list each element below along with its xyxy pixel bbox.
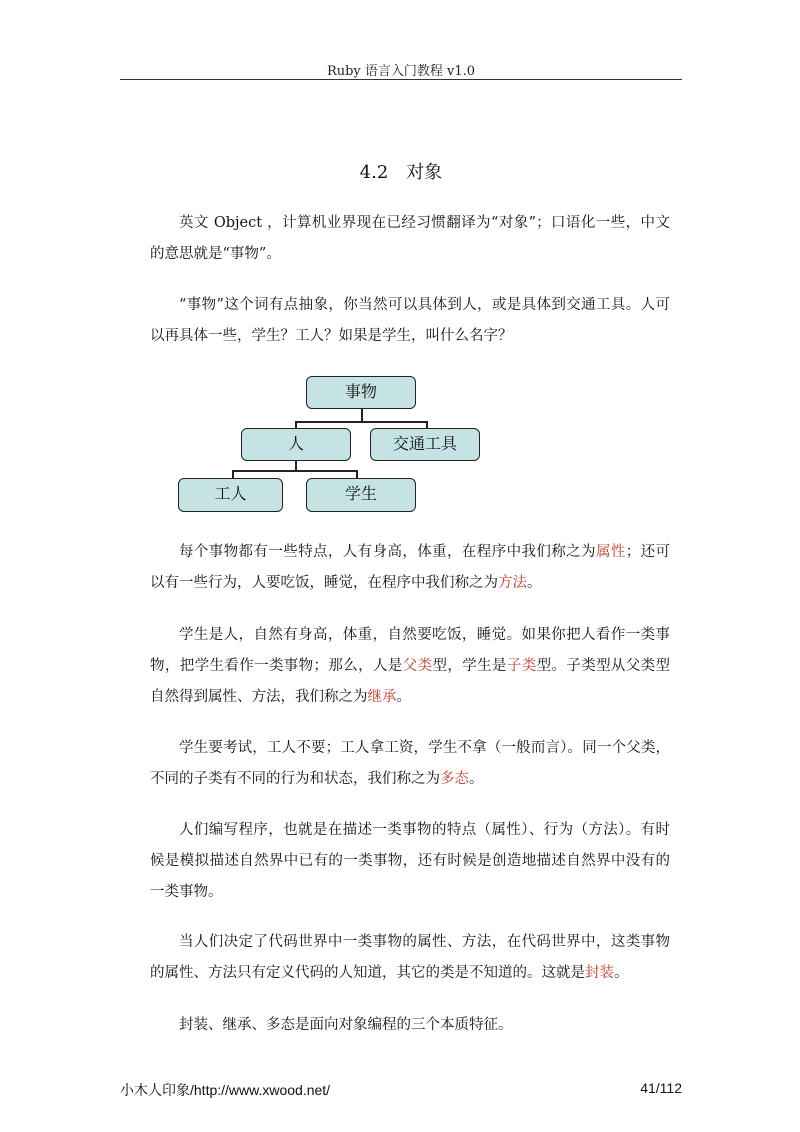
term-inheritance: 继承 <box>367 689 397 705</box>
paragraph-4 <box>150 620 670 713</box>
paragraph-5 <box>150 733 670 795</box>
p4-text-b: 型，学生是 <box>432 658 507 674</box>
term-attribute: 属性 <box>595 544 626 560</box>
node-vehicle: 交通工具 <box>370 428 480 461</box>
node-student: 学生 <box>306 478 416 512</box>
term-parent-class: 父类 <box>402 658 433 674</box>
paragraph-7 <box>150 927 670 989</box>
connector-level1 <box>295 421 427 423</box>
node-worker: 工人 <box>178 478 283 512</box>
p4-text-d: 。 <box>396 689 411 705</box>
running-header: Ruby 语言入门教程 v1.0 <box>326 64 476 79</box>
term-encapsulation: 封装 <box>585 965 614 981</box>
hierarchy-diagram <box>175 373 485 518</box>
p5-text-a: 学生要考试，工人不要；工人拿工资，学生不拿（一般而言）。同一个父类，不同的子类有不同的行为和状态，我们称之为 <box>150 740 670 787</box>
p5-text-b: 。 <box>469 771 484 787</box>
p7-text-b: 。 <box>614 965 629 981</box>
paragraph-1: 英文 Object ，计算机业界现在已经习惯翻译为“对象”；口语化一些，中文的意思就是“事物”。 <box>150 215 670 262</box>
paragraph-2: “事物”这个词有点抽象，你当然可以具体到人，或是具体到交通工具。人可以再具体一些，学生？工人？如果是学生，叫什么名字？ <box>150 297 670 344</box>
term-polymorphism: 多态 <box>440 771 469 787</box>
connector-person-down <box>295 461 297 470</box>
connector-root-down <box>361 409 363 421</box>
connector-level2 <box>232 470 357 472</box>
p4-text-a: 学生是人，自然有身高，体重，自然要吃饭，睡觉。如果你把人看作一类事物，把学生看作一类事物；那么，人是 <box>150 627 670 674</box>
paragraph-6: 人们编写程序，也就是在描述一类事物的特点（属性）、行为（方法）。有时候是模拟描述自然界中已有的一类事物，还有时候是创造地描述自然界中没有的一类事物。 <box>150 822 670 900</box>
term-child-class: 子类 <box>506 658 537 674</box>
page-number: 41/112 <box>640 1080 682 1096</box>
footer-source: 小木人印象/http://www.xwood.net/ <box>120 1082 331 1098</box>
paragraph-3 <box>150 537 670 599</box>
p3-text-b: ；还可以有一些行为，人要吃饭，睡觉，在程序中我们称之为 <box>150 544 670 591</box>
paragraph-8: 封装、继承、多态是面向对象编程的三个本质特征。 <box>179 1017 513 1033</box>
p3-text-c: 。 <box>527 575 542 591</box>
section-title: 4.2 对象 <box>359 162 443 183</box>
header-rule <box>120 79 682 80</box>
p3-text-a: 每个事物都有一些特点，人有身高，体重，在程序中我们称之为 <box>179 544 596 560</box>
term-method: 方法 <box>498 575 527 591</box>
p4-text-c: 型。子类型从父类型自然得到属性、方法，我们称之为 <box>150 658 671 705</box>
p7-text-a: 当人们决定了代码世界中一类事物的属性、方法，在代码世界中，这类事物的属性、方法只有定义代码的人知道，其它的类是不知道的。这就是 <box>150 934 670 981</box>
node-root: 事物 <box>306 376 416 409</box>
node-person: 人 <box>241 428 351 461</box>
